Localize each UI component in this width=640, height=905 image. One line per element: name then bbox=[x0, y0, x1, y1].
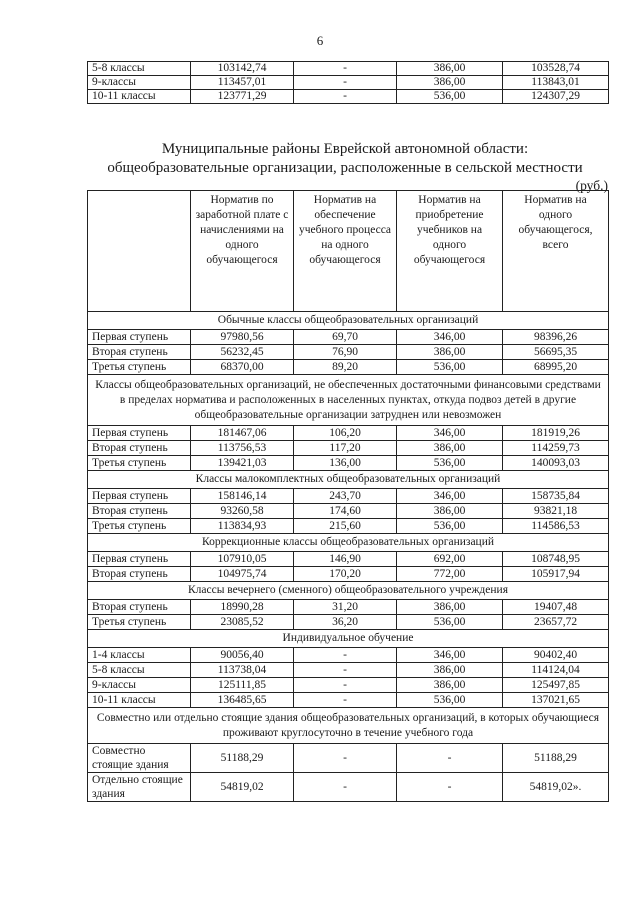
process-cell: 215,60 bbox=[294, 519, 397, 534]
textbooks-cell: 772,00 bbox=[397, 567, 503, 582]
salary-cell: 113834,93 bbox=[191, 519, 294, 534]
textbooks-cell: 536,00 bbox=[397, 693, 503, 708]
salary-cell: 90056,40 bbox=[191, 648, 294, 663]
table-row bbox=[88, 62, 609, 76]
total-cell: 113843,01 bbox=[503, 76, 609, 90]
textbooks-cell: 386,00 bbox=[397, 678, 503, 693]
process-cell: - bbox=[294, 744, 397, 773]
row-label: 5-8 классы bbox=[88, 663, 191, 678]
row-label: Третья ступень bbox=[88, 360, 191, 375]
process-cell: 89,20 bbox=[294, 360, 397, 375]
textbooks-cell: 386,00 bbox=[397, 76, 503, 90]
header-total: Норматив на одного обучающегося, всего bbox=[503, 191, 609, 312]
total-cell: 140093,03 bbox=[503, 456, 609, 471]
row-label: 1-4 классы bbox=[88, 648, 191, 663]
row-label: Третья ступень bbox=[88, 456, 191, 471]
header-process: Норматив на обеспечение учебного процесса на одного обучающегося bbox=[294, 191, 397, 312]
table-row bbox=[88, 648, 609, 663]
salary-cell: 54819,02 bbox=[191, 773, 294, 802]
section-title-cell: Коррекционные классы общеобразовательных организаций bbox=[88, 534, 609, 552]
process-cell: - bbox=[294, 693, 397, 708]
row-label: Вторая ступень bbox=[88, 504, 191, 519]
section-header-row bbox=[88, 582, 609, 600]
salary-cell: 68370,00 bbox=[191, 360, 294, 375]
textbooks-cell: 386,00 bbox=[397, 62, 503, 76]
table-row bbox=[88, 456, 609, 471]
row-label: Третья ступень bbox=[88, 615, 191, 630]
table-row bbox=[88, 426, 609, 441]
section-header-row bbox=[88, 708, 609, 744]
total-cell: 124307,29 bbox=[503, 90, 609, 104]
row-label: 10-11 классы bbox=[88, 693, 191, 708]
total-cell: 98396,26 bbox=[503, 330, 609, 345]
total-cell: 158735,84 bbox=[503, 489, 609, 504]
total-cell: 90402,40 bbox=[503, 648, 609, 663]
textbooks-cell: - bbox=[397, 744, 503, 773]
section-title-cell: Совместно или отдельно стоящие здания общеобразовательных организаций, в которых обучающиеся проживают круглосуточно в течение учебного года bbox=[88, 708, 609, 744]
row-label: Вторая ступень bbox=[88, 567, 191, 582]
table-row bbox=[88, 441, 609, 456]
process-cell: 136,00 bbox=[294, 456, 397, 471]
textbooks-cell: 386,00 bbox=[397, 345, 503, 360]
table-row bbox=[88, 552, 609, 567]
salary-cell: 139421,03 bbox=[191, 456, 294, 471]
table-row bbox=[88, 76, 609, 90]
total-cell: 103528,74 bbox=[503, 62, 609, 76]
salary-cell: 23085,52 bbox=[191, 615, 294, 630]
textbooks-cell: - bbox=[397, 773, 503, 802]
process-cell: - bbox=[294, 663, 397, 678]
salary-cell: 56232,45 bbox=[191, 345, 294, 360]
textbooks-cell: 346,00 bbox=[397, 330, 503, 345]
section-title-cell: Индивидуальное обучение bbox=[88, 630, 609, 648]
salary-cell: 123771,29 bbox=[191, 90, 294, 104]
table-row bbox=[88, 504, 609, 519]
header-empty bbox=[88, 191, 191, 312]
row-label: Совместно стоящие здания bbox=[88, 744, 191, 773]
units-label: (руб.) bbox=[575, 178, 608, 193]
table-row bbox=[88, 489, 609, 504]
process-cell: 69,70 bbox=[294, 330, 397, 345]
row-label: 9-классы bbox=[88, 76, 191, 90]
page-number: 6 bbox=[316, 33, 324, 48]
textbooks-cell: 346,00 bbox=[397, 648, 503, 663]
process-cell: - bbox=[294, 76, 397, 90]
textbooks-cell: 692,00 bbox=[397, 552, 503, 567]
row-label: Вторая ступень bbox=[88, 600, 191, 615]
section-header-row bbox=[88, 630, 609, 648]
salary-cell: 104975,74 bbox=[191, 567, 294, 582]
table-row bbox=[88, 360, 609, 375]
textbooks-cell: 536,00 bbox=[397, 360, 503, 375]
section-title-cell: Классы общеобразовательных организаций, не обеспеченных достаточными финансовыми средствами в пределах норматива и расположенных в населенных пунктах, откуда подвоз детей в другие общеобразовательные организации затруднен или невозможен bbox=[88, 375, 609, 426]
total-cell: 114586,53 bbox=[503, 519, 609, 534]
table-row bbox=[88, 330, 609, 345]
table-row bbox=[88, 693, 609, 708]
total-cell: 68995,20 bbox=[503, 360, 609, 375]
table-row bbox=[88, 773, 609, 802]
process-cell: 146,90 bbox=[294, 552, 397, 567]
salary-cell: 113738,04 bbox=[191, 663, 294, 678]
salary-cell: 103142,74 bbox=[191, 62, 294, 76]
total-cell: 51188,29 bbox=[503, 744, 609, 773]
total-cell: 93821,18 bbox=[503, 504, 609, 519]
row-label: Отдельно стоящие здания bbox=[88, 773, 191, 802]
table-row bbox=[88, 663, 609, 678]
total-cell: 108748,95 bbox=[503, 552, 609, 567]
process-cell: 243,70 bbox=[294, 489, 397, 504]
row-label: Первая ступень bbox=[88, 489, 191, 504]
process-cell: - bbox=[294, 773, 397, 802]
process-cell: 117,20 bbox=[294, 441, 397, 456]
total-cell: 54819,02». bbox=[503, 773, 609, 802]
process-cell: - bbox=[294, 90, 397, 104]
textbooks-cell: 386,00 bbox=[397, 663, 503, 678]
section-title-cell: Обычные классы общеобразовательных организаций bbox=[88, 312, 609, 330]
process-cell: - bbox=[294, 648, 397, 663]
textbooks-cell: 346,00 bbox=[397, 489, 503, 504]
process-cell: 174,60 bbox=[294, 504, 397, 519]
salary-cell: 97980,56 bbox=[191, 330, 294, 345]
total-cell: 19407,48 bbox=[503, 600, 609, 615]
title-line-2: общеобразовательные организации, расположенные в сельской местности bbox=[107, 160, 583, 176]
row-label: Первая ступень bbox=[88, 426, 191, 441]
textbooks-cell: 386,00 bbox=[397, 600, 503, 615]
salary-cell: 18990,28 bbox=[191, 600, 294, 615]
process-cell: 31,20 bbox=[294, 600, 397, 615]
total-cell: 105917,94 bbox=[503, 567, 609, 582]
salary-cell: 113756,53 bbox=[191, 441, 294, 456]
salary-cell: 107910,05 bbox=[191, 552, 294, 567]
process-cell: - bbox=[294, 678, 397, 693]
table-header-row bbox=[88, 191, 609, 312]
table-row bbox=[88, 678, 609, 693]
continuation-table bbox=[87, 61, 609, 104]
textbooks-cell: 386,00 bbox=[397, 504, 503, 519]
textbooks-cell: 536,00 bbox=[397, 615, 503, 630]
salary-cell: 181467,06 bbox=[191, 426, 294, 441]
table-row bbox=[88, 600, 609, 615]
table-row bbox=[88, 519, 609, 534]
row-label: 9-классы bbox=[88, 678, 191, 693]
row-label: 5-8 классы bbox=[88, 62, 191, 76]
total-cell: 114259,73 bbox=[503, 441, 609, 456]
process-cell: - bbox=[294, 62, 397, 76]
process-cell: 76,90 bbox=[294, 345, 397, 360]
table-row bbox=[88, 567, 609, 582]
total-cell: 137021,65 bbox=[503, 693, 609, 708]
salary-cell: 93260,58 bbox=[191, 504, 294, 519]
salary-cell: 51188,29 bbox=[191, 744, 294, 773]
table-row bbox=[88, 615, 609, 630]
process-cell: 36,20 bbox=[294, 615, 397, 630]
row-label: Третья ступень bbox=[88, 519, 191, 534]
section-header-row bbox=[88, 375, 609, 426]
row-label: Первая ступень bbox=[88, 330, 191, 345]
section-title-cell: Классы вечернего (сменного) общеобразовательного учреждения bbox=[88, 582, 609, 600]
total-cell: 114124,04 bbox=[503, 663, 609, 678]
section-header-row bbox=[88, 534, 609, 552]
total-cell: 56695,35 bbox=[503, 345, 609, 360]
total-cell: 23657,72 bbox=[503, 615, 609, 630]
salary-cell: 158146,14 bbox=[191, 489, 294, 504]
table-row bbox=[88, 345, 609, 360]
row-label: 10-11 классы bbox=[88, 90, 191, 104]
section-header-row bbox=[88, 312, 609, 330]
row-label: Вторая ступень bbox=[88, 345, 191, 360]
process-cell: 106,20 bbox=[294, 426, 397, 441]
process-cell: 170,20 bbox=[294, 567, 397, 582]
norms-table bbox=[87, 190, 609, 802]
total-cell: 181919,26 bbox=[503, 426, 609, 441]
salary-cell: 136485,65 bbox=[191, 693, 294, 708]
textbooks-cell: 536,00 bbox=[397, 519, 503, 534]
section-title-cell: Классы малокомплектных общеобразовательных организаций bbox=[88, 471, 609, 489]
header-salary: Норматив по заработной плате с начислениями на одного обучающегося bbox=[191, 191, 294, 312]
table-row bbox=[88, 90, 609, 104]
section-title bbox=[80, 140, 610, 178]
textbooks-cell: 536,00 bbox=[397, 456, 503, 471]
row-label: Первая ступень bbox=[88, 552, 191, 567]
textbooks-cell: 346,00 bbox=[397, 426, 503, 441]
total-cell: 125497,85 bbox=[503, 678, 609, 693]
salary-cell: 113457,01 bbox=[191, 76, 294, 90]
salary-cell: 125111,85 bbox=[191, 678, 294, 693]
textbooks-cell: 536,00 bbox=[397, 90, 503, 104]
row-label: Вторая ступень bbox=[88, 441, 191, 456]
textbooks-cell: 386,00 bbox=[397, 441, 503, 456]
title-line-1: Муниципальные районы Еврейской автономной области: bbox=[161, 141, 529, 157]
section-header-row bbox=[88, 471, 609, 489]
table-row bbox=[88, 744, 609, 773]
header-textbooks: Норматив на приобретение учебников на одного обучающегося bbox=[397, 191, 503, 312]
